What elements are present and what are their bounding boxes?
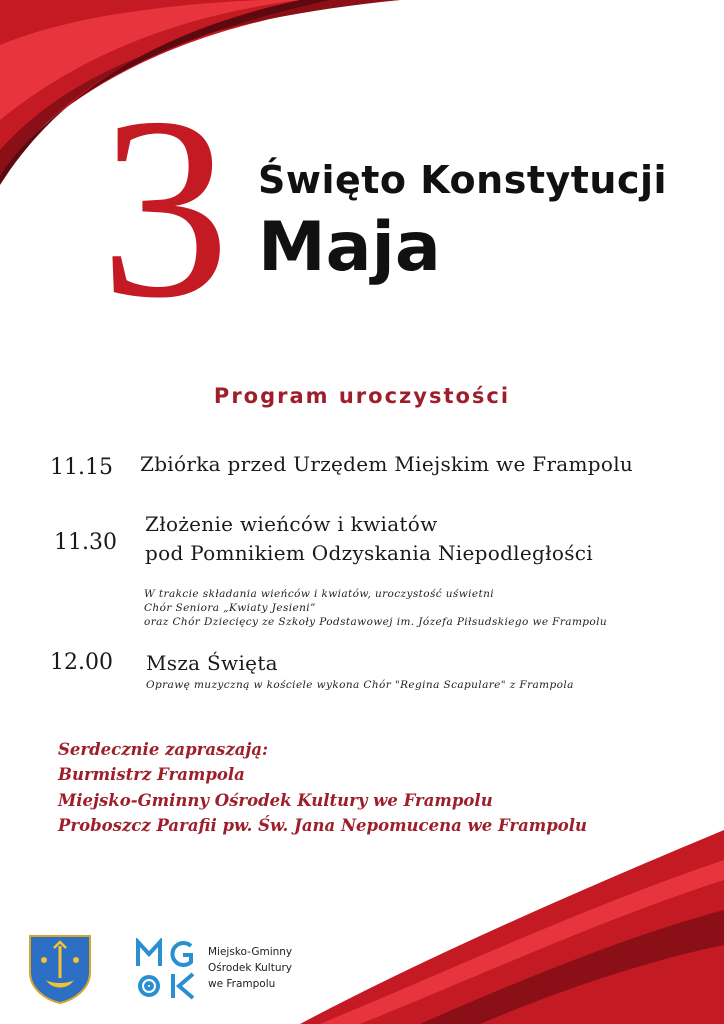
time-2: 11.30 bbox=[54, 530, 117, 555]
event-3: Msza Święta bbox=[146, 651, 278, 675]
mgok-text-line-2: Ośrodek Kultury bbox=[208, 962, 293, 974]
event-3-note: Oprawę muzyczną w kościele wykona Chór "Regina Scapulare" z Frampola bbox=[146, 679, 574, 691]
time-1: 11.15 bbox=[50, 455, 113, 480]
event-1: Zbiórka przed Urzędem Miejskim we Frampolu bbox=[140, 452, 634, 476]
title-line-2: Maja bbox=[258, 208, 441, 287]
event-2-line-2: pod Pomnikiem Odzyskania Niepodległości bbox=[145, 541, 594, 565]
event-2-note-3: oraz Chór Dziecięcy ze Szkoły Podstawowej im. Józefa Piłsudskiego we Frampolu bbox=[144, 616, 608, 628]
coat-of-arms-icon bbox=[28, 934, 92, 1004]
event-2-note-2: Chór Seniora „Kwiaty Jesieni” bbox=[144, 602, 316, 614]
program-heading: Program uroczystości bbox=[213, 384, 511, 408]
host-3: Proboszcz Parafii pw. Św. Jana Nepomucena we Frampolu bbox=[58, 816, 588, 835]
event-2-note-1: W trakcie składania wieńców i kwiatów, uroczystość uświetni bbox=[144, 588, 495, 600]
mgok-text-line-3: we Frampolu bbox=[208, 978, 276, 990]
title-line-1: Święto Konstytucji bbox=[258, 158, 668, 202]
bottom-right-red-swoosh bbox=[0, 820, 724, 1024]
invite-heading: Serdecznie zapraszają: bbox=[58, 740, 269, 759]
mgok-logo-text bbox=[208, 944, 292, 992]
host-1: Burmistrz Frampola bbox=[58, 765, 245, 784]
mgok-text-line-1: Miejsko-Gminny bbox=[208, 946, 293, 958]
big-number-three: 3 bbox=[100, 64, 230, 352]
host-2: Miejsko-Gminny Ośrodek Kultury we Frampolu bbox=[58, 791, 493, 810]
mgok-logo-icon bbox=[135, 938, 199, 1002]
time-3: 12.00 bbox=[50, 650, 113, 675]
event-2-line-1: Złożenie wieńców i kwiatów bbox=[145, 512, 438, 536]
